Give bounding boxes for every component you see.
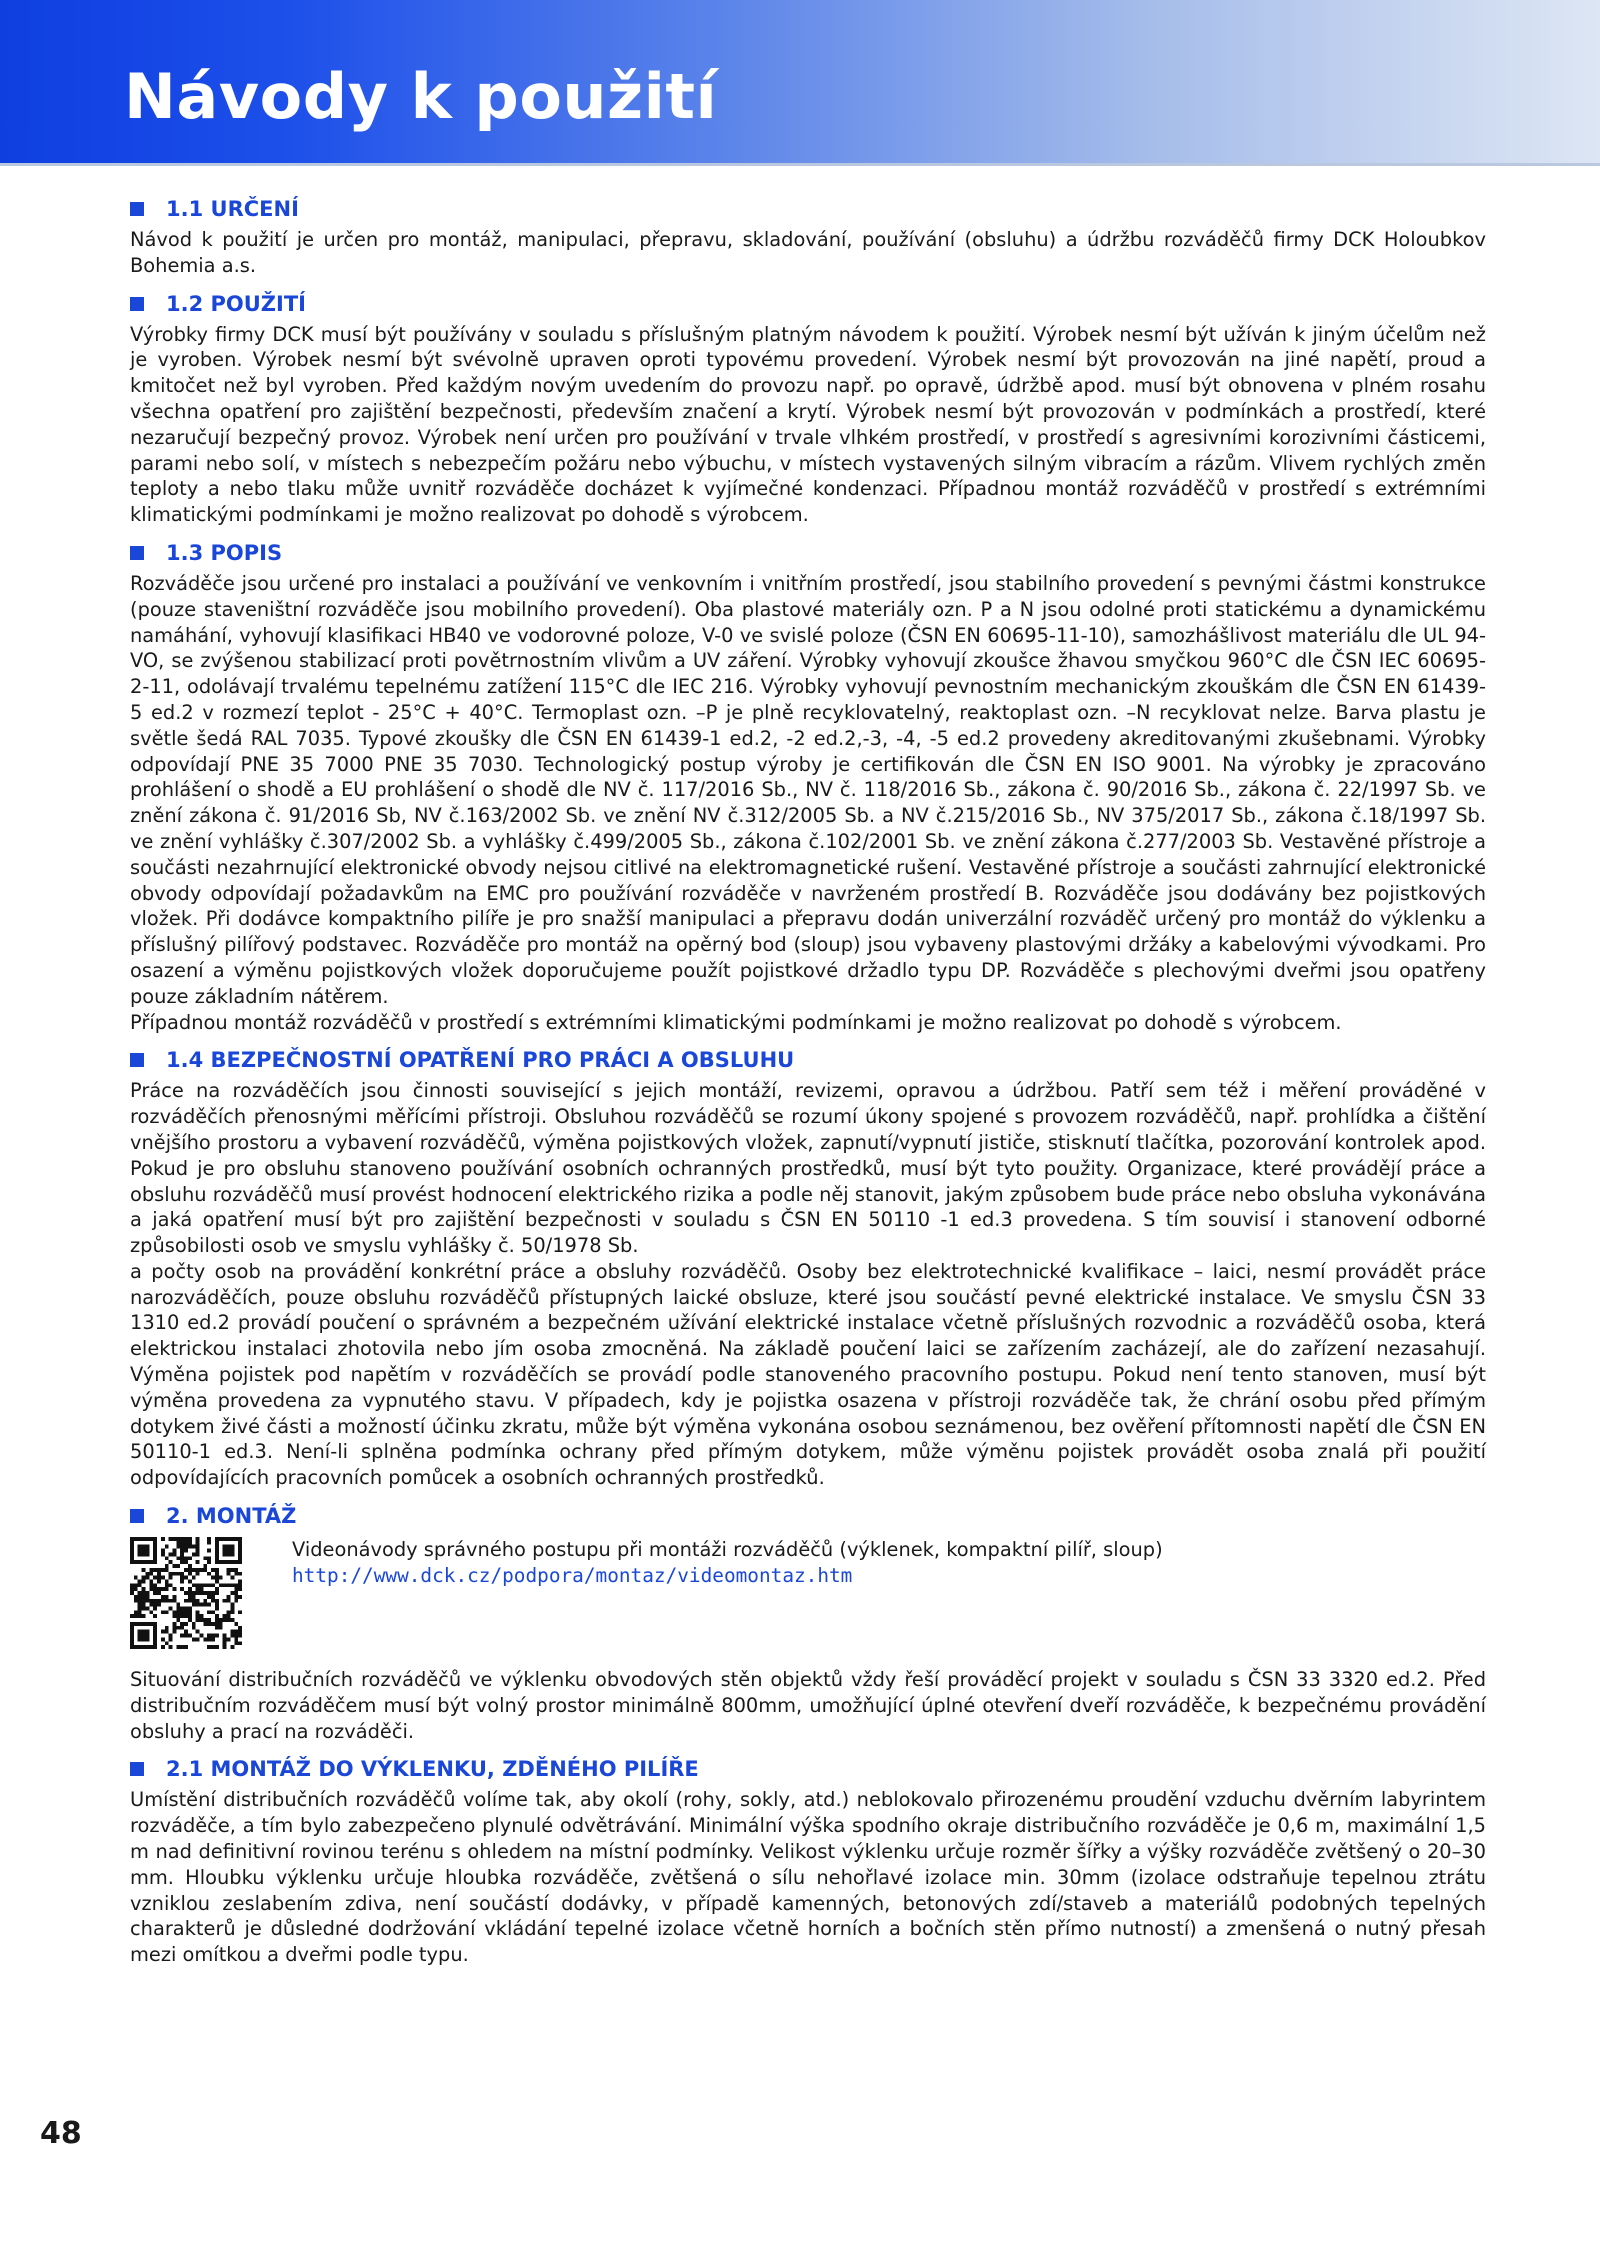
page-title: Návody k použití xyxy=(124,60,718,133)
section-heading xyxy=(130,1756,1486,1782)
section-heading-text: 1.3 POPIS xyxy=(166,540,283,565)
section-heading-text: 1.4 BEZPEČNOSTNÍ OPATŘENÍ PRO PRÁCI A OBSLUHU xyxy=(166,1048,795,1073)
section-1-3 xyxy=(130,540,1486,1035)
paragraph: Rozváděče jsou určené pro instalaci a používání ve venkovním i vnitřním prostředí, jsou stabilního provedení s pevnými částmi konstrukce (pouze staveništní rozváděče jsou mobilního provedení). Oba plastové materiály ozn. P a N jsou odolné proti statickému a dynamickému namáhání, vyhovují klasifikaci HB40 ve vodorovné poloze, V-0 ve svislé poloze (ČSN EN 60695-11-10), samozhášlivost materiálu dle UL 94-VO, se zvýšenou stabilizací proti povětrnostním vlivům a UV záření. Výrobky vyhovují zkoušce žhavou smyčkou 960°C dle ČSN IEC 60695-2-11, odolávají trvalému tepelnému zatížení 115°C dle IEC 216. Výrobky vyhovují pevnostním mechanickým zkouškám dle ČSN EN 61439-5 ed.2 v rozmezí teplot - 25°C + 40°C. Termoplast ozn. –P je plně recyklovatelný, reaktoplast ozn. –N recyklovat nelze. Barva plastu je světle šedá RAL 7035. Typové zkoušky dle ČSN EN 61439-1 ed.2, -2 ed.2,-3, -4, -5 ed.2 provedeny akreditovanými zkušebnami. Výrobky odpovídají PNE 35 7000 PNE 35 7030. Technologický postup výroby je certifikován dle ČSN EN ISO 9001. Na výrobky je zpracováno prohlášení o shodě a EU prohlášení o shodě dle NV č. 117/2016 Sb., NV č. 118/2016 Sb., zákona č. 90/2016 Sb., zákona č. 22/1997 Sb. ve znění zákona č. 91/2016 Sb, NV č.163/2002 Sb. ve znění NV č.312/2005 Sb. a NV č.215/2016 Sb., NV 375/2017 Sb., zákona č.18/1997 Sb. ve znění vyhlášky č.307/2002 Sb. a vyhlášky č.499/2005 Sb., zákona č.102/2001 Sb. ve znění zákona č.277/2003 Sb. Vestavěné přístroje a součásti nezahrnující elektronické obvody nejsou citlivé na elektromagnetické rušení. Vestavěné přístroje a součásti zahrnující elektronické obvody odpovídají požadavkům na EMC pro používání rozváděče v navrženém prostředí B. Rozváděče jsou dodávány bez pojistkových vložek. Při dodávce kompaktního pilíře je pro snažší manipulaci a přepravu dodán univerzální rozváděč určený pro montáž do výklenku a příslušný pilířový podstavec. Rozváděče pro montáž na opěrný bod (sloup) jsou vybaveny plastovými držáky a kabelovými vývodkami. Pro osazení a výměnu pojistkových vložek doporučujeme použít pojistkové držadlo typu DP. Rozváděče s plechovými dveřmi jsou opatřeny pouze základním nátěrem. xyxy=(130,571,1486,1008)
bullet-square-icon xyxy=(130,1509,144,1523)
section-1-2 xyxy=(130,291,1486,528)
qr-text xyxy=(292,1537,1163,1589)
section-heading xyxy=(130,291,1486,317)
section-heading xyxy=(130,196,1486,222)
section-2-1 xyxy=(130,1756,1486,1968)
paragraph: a počty osob na provádění konkrétní práce a obsluhy rozváděčů. Osoby bez elektrotechnické kvalifikace – laici, nesmí provádět práce narozváděčích, pouze obsluhu rozváděčů přístupných laické obsluze, které jsou součástí pevné elektrické instalace. Ve smyslu ČSN 33 1310 ed.2 provádí poučení o správném a bezpečném užívání elektrické instalace včetně příslušných rozvodnic a rozváděčů osoba, která elektrickou instalaci zhotovila nebo jím osoba zmocněná. Na základě poučení laici se zařízením zacházejí, ale do zařízení nezasahují. Výměna pojistek pod napětím v rozváděčích se provádí podle stanoveného pracovního postupu. Pokud není tento stanoven, musí být výměna provedena za vypnutého stavu. V případech, kdy je pojistka osazena v přístroji rozváděče tak, že chrání osobu před přímým dotykem živé části a možností účinku zkratu, může být výměna vykonána osobou seznámenou, bez ověření přítomnosti napětí dle ČSN EN 50110-1 ed.3. Není-li splněna podmínka ochrany před přímým dotykem, může výměnu pojistek provádět osoba znalá při použití odpovídajících pracovních pomůcek a osobních ochranných prostředků. xyxy=(130,1259,1486,1490)
bullet-square-icon xyxy=(130,1762,144,1776)
paragraph: Návod k použití je určen pro montáž, manipulaci, přepravu, skladování, používání (obsluhu) a údržbu rozváděčů firmy DCK Holoubkov Bohemia a.s. xyxy=(130,228,1486,277)
section-2 xyxy=(130,1503,1486,1744)
bullet-square-icon xyxy=(130,202,144,216)
section-heading-text: 1.2 POUŽITÍ xyxy=(166,291,306,316)
paragraph: Práce na rozváděčích jsou činnosti související s jejich montáží, revizemi, opravou a údržbou. Patří sem též i měření prováděné v rozváděčích přenosnými měřícími přístroji. Obsluhou rozváděčů se rozumí úkony spojené s provozem rozváděčů, např. prohlídka a čištění vnějšího prostoru a vybavení rozváděčů, výměna pojistkových vložek, zapnutí/vypnutí jističe, stisknutí tlačítka, pozorování kontrolek apod. Pokud je pro obsluhu stanoveno používání osobních ochranných prostředků, musí být tyto použity. Organizace, které provádějí práce a obsluhu rozváděčů musí provést hodnocení elektrického rizika a podle něj stanovit, jakým způsobem bude práce nebo obsluha vykonávána a jaká opatření musí být pro zajištění bezpečnosti v souladu s ČSN EN 50110 -1 ed.3 provedena. S tím souvisí i stanovení odborné způsobilosti osob ve smyslu vyhlášky č. 50/1978 Sb. xyxy=(130,1079,1486,1258)
qr-video-block xyxy=(130,1537,1486,1649)
section-heading-text: 2. MONTÁŽ xyxy=(166,1504,297,1529)
bullet-square-icon xyxy=(130,1053,144,1067)
header-banner xyxy=(0,0,1600,166)
paragraph: Umístění distribučních rozváděčů volíme tak, aby okolí (rohy, sokly, atd.) neblokovalo přirozenému proudění vzduchu dvěrním labyrintem rozváděče, a tím bylo zabezpečeno plynulé odvětrávání. Minimální výška spodního okraje distribučního rozváděče je 0,6 m, maximální 1,5 m nad definitivní rovinou terénu s ohledem na místní podmínky. Velikost výklenku určuje rozměr šířky a výšky rozváděče zvětšený o 20–30 mm. Hloubku výklenku určuje hloubka rozváděče, zvětšená o sílu nehořlavé izolace min. 30mm (izolace odstraňuje tepelnou ztrátu vzniklou zeslabením zdiva, není součástí dodávky, v případě kamenných, betonových zdí/staveb a materiálů podobných tepelných charakterů je důsledné dodržování vkládání tepelné izolace včetně horních a bočních stěn přímo nutností) a zmenšená o nutný přesah mezi omítkou a dveřmi podle typu. xyxy=(130,1788,1486,1967)
document-body xyxy=(130,196,1486,1980)
section-heading-text: 2.1 MONTÁŽ DO VÝKLENKU, ZDĚNÉHO PILÍŘE xyxy=(166,1757,699,1782)
paragraph: Situování distribučních rozváděčů ve výklenku obvodových stěn objektů vždy řeší prováděcí projekt v souladu s ČSN 33 3320 ed.2. Před distribučním rozváděčem musí být volný prostor minimálně 800mm, umožňující úplné otevření dveří rozváděče, k bezpečnému provádění obsluhy a prací na rozváděči. xyxy=(130,1668,1486,1743)
bullet-square-icon xyxy=(130,297,144,311)
paragraph: Výrobky firmy DCK musí být používány v souladu s příslušným platným návodem k použití. Výrobek nesmí být užíván k jiným účelům než je vyroben. Výrobek nesmí být svévolně upraven oproti typovému provedení. Výrobek nesmí být provozován na jiné napětí, proud a kmitočet než byl vyroben. Před každým novým uvedením do provozu např. po opravě, údržbě apod. musí být obnovena v plném rosahu všechna opatření pro zajištění bezpečnosti, především značení a krytí. Výrobek nesmí být provozován v podmínkách a prostředí, které nezaručují bezpečný provoz. Výrobek není určen pro používání v trvale vlhkém prostředí, v prostředí s agresivními korozivními částicemi, parami nebo solí, v místech s nebezpečím požáru nebo výbuchu, v místech vystavených silným vibracím a rázům. Vlivem rychlých změn teploty a nebo tlaku může uvnitř rozváděče docházet k vyjímečné kondenzaci. Případnou montáž rozváděčů v prostředí s extrémními klimatickými podmínkami je možno realizovat po dohodě s výrobcem. xyxy=(130,322,1486,527)
section-1-1 xyxy=(130,196,1486,279)
qr-code-icon[interactable] xyxy=(130,1537,242,1649)
video-guide-link[interactable]: http://www.dck.cz/podpora/montaz/videomontaz.htm xyxy=(292,1564,853,1588)
bullet-square-icon xyxy=(130,546,144,560)
page-number: 48 xyxy=(40,2116,82,2151)
paragraph: Případnou montáž rozváděčů v prostředí s extrémními klimatickými podmínkami je možno realizovat po dohodě s výrobcem. xyxy=(130,1010,1342,1034)
section-heading-text: 1.1 URČENÍ xyxy=(166,197,299,221)
section-heading xyxy=(130,1503,1486,1529)
section-1-4 xyxy=(130,1047,1486,1491)
section-heading xyxy=(130,1047,1486,1073)
video-guide-description: Videonávody správného postupu při montáži rozváděčů (výklenek, kompaktní pilíř, sloup) xyxy=(292,1538,1163,1562)
section-heading xyxy=(130,540,1486,566)
